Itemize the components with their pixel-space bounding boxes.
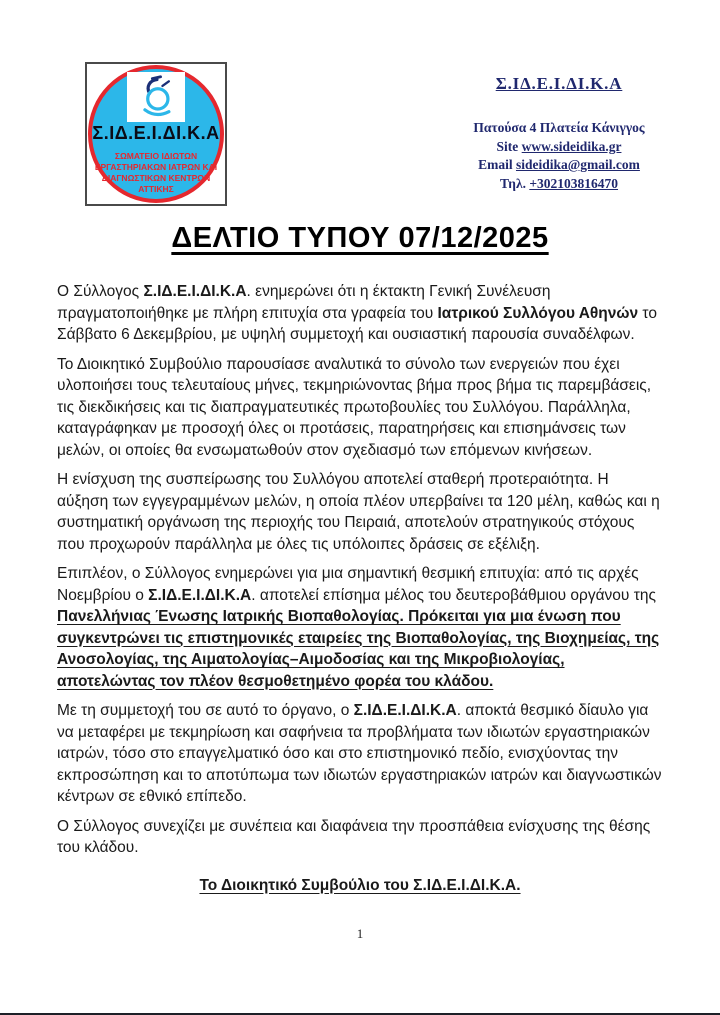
logo-acronym: Σ.ΙΔ.Ε.Ι.ΔΙ.Κ.Α — [92, 123, 220, 143]
paragraph-list — [57, 281, 663, 859]
address-line: Πατούσα 4 Πλατεία Κάνιγγος — [473, 120, 645, 135]
paragraph — [57, 469, 663, 555]
text-segment: Ιατρικού Συλλόγου Αθηνών — [437, 304, 639, 322]
logo-subtitle — [92, 151, 220, 195]
text-segment: Σ.ΙΔ.Ε.Ι.ΔΙ.Κ.Α — [143, 283, 247, 300]
closing-line: Το Διοικητικό Συμβούλιο του Σ.ΙΔ.Ε.Ι.ΔΙ.Κ.Α. — [199, 876, 521, 894]
org-name — [433, 74, 685, 94]
paragraph — [57, 281, 663, 346]
logo-subtitle-line: ΔΙΑΓΝΩΣΤΙΚΩΝ ΚΕΝΤΡΩΝ — [101, 173, 211, 183]
header-contact-block — [433, 74, 685, 193]
logo-subtitle-line: ΑΤΤΙΚΗΣ — [138, 184, 174, 194]
text-segment: Σ.ΙΔ.Ε.Ι.ΔΙ.Κ.Α — [148, 586, 252, 604]
paragraph — [57, 816, 663, 859]
text-segment: . αποκτά θεσμικό δίαυλο για να μεταφέρει με τεκμηρίωση και σαφήνεια τα προβλήματα των ιδιωτών εργαστηριακών ιατρών, τόσο στο επαγγελματικό όσο και στο επιστημονικό πεδίο, ενισχύοντας την εκπροσώπηση και το αποτύπωμα των ιδιωτών εργαστηριακών ιατρών και διαγνωστικών κέντρων σε εθνικό επίπεδο. — [57, 702, 662, 805]
text-segment: Η ενίσχυση της συσπείρωσης του Συλλόγου αποτελεί σταθερή προτεραιότητα. Η αύξηση των εγγεγραμμένων μελών, η οποία πλέον υπερβαίνει τα 120 μέλη, καθώς και η συστηματική οργάνωση της περιοχής του Πειραιά, αποτελούν στρατηγικούς στόχους που προχωρούν παράλληλα με όλες τις υπόλοιπες δράσεις σε εξέλιξη. — [57, 471, 660, 553]
site-label: Site — [496, 138, 519, 154]
website-link[interactable]: www.sideidika.gr — [521, 138, 622, 154]
text-segment: Με τη συμμετοχή του σε αυτό το όργανο, ο — [57, 702, 354, 719]
org-logo — [85, 62, 227, 206]
phone-link[interactable]: +302103816470 — [529, 175, 619, 191]
email-link[interactable]: sideidika@gmail.com — [515, 157, 640, 172]
document-title: ΔΕΛΤΙΟ ΤΥΠΟΥ 07/12/2025 — [171, 222, 549, 254]
text-segment: Ο Σύλλογος συνεχίζει με συνέπεια και διαφάνεια την προσπάθεια ενίσχυσης της θέσης του κλάδου. — [57, 817, 651, 856]
email-label: Email — [478, 157, 513, 172]
document-body — [57, 281, 663, 896]
text-segment: Ο Σύλλογος — [57, 283, 144, 300]
text-segment: . ενημερώνει ότι η έκτακτη Γενική Συνέλευση πραγματοποιήθηκε με πλήρη επιτυχία στα γραφεία του — [57, 283, 551, 322]
org-name-link[interactable]: Σ.ΙΔ.Ε.Ι.ΔΙ.Κ.Α — [495, 74, 623, 93]
paragraph — [57, 563, 663, 692]
email-line — [433, 156, 685, 175]
logo-subtitle-line: ΣΩΜΑΤΕΙΟ ΙΔΙΩΤΩΝ — [114, 151, 198, 161]
text-segment: Επιπλέον, ο Σύλλογος ενημερώνει για μια σημαντική θεσμική επιτυχία: από τις αρχές Νοεμβρίου ο — [57, 565, 639, 604]
text-segment: Σ.ΙΔ.Ε.Ι.ΔΙ.Κ.Α — [353, 702, 457, 719]
logo-circle — [88, 65, 224, 203]
text-segment: Πανελλήνιας Ένωσης Ιατρικής Βιοπαθολογίας. Πρόκειται για μια ένωση που συγκεντρώνει τις επιστημονικές εταιρείες της Βιοπαθολογίας, της Βιοχημείας, της Ανοσολογίας, της Αιματολογίας–Αιμοδοσίας και της Μικροβιολογίας, αποτελώντας τον πλέον θεσμοθετημένο φορέα του κλάδου. — [57, 608, 660, 690]
text-segment: Το Διοικητικό Συμβούλιο παρουσίασε αναλυτικά το σύνολο των ενεργειών που έχει υλοποιήσει τους τελευταίους μήνες, τεκμηριώνοντας βήμα προς βήμα τις παρεμβάσεις, τις διεκδικήσεις και τις διαπραγματευτικές πρωτοβουλίες του Συλλόγου. Παράλληλα, καταγράφηκαν με προσοχή όλες οι προτάσεις, παρατηρήσεις και επισημάνσεις των μελών, οι οποίες θα ενσωματωθούν στον σχεδιασμό των επόμενων κινήσεων. — [57, 355, 652, 459]
paragraph — [57, 700, 663, 808]
microscope-icon — [127, 72, 185, 122]
phone-label: Τηλ. — [499, 175, 526, 191]
site-line — [433, 138, 685, 157]
page-number: 1 — [356, 926, 364, 941]
logo-subtitle-line: ΕΡΓΑΣΤΗΡΙΑΚΩΝ ΙΑΤΡΩΝ ΚΑΙ — [94, 162, 218, 172]
paragraph — [57, 354, 663, 462]
text-segment: το Σάββατο 6 Δεκεμβρίου, με υψηλή συμμετοχή και ουσιαστική παρουσία συναδέλφων. — [57, 304, 657, 343]
phone-line — [433, 175, 685, 194]
text-segment: . αποτελεί επίσημα μέλος του δευτεροβάθμιου οργάνου της — [251, 586, 656, 604]
